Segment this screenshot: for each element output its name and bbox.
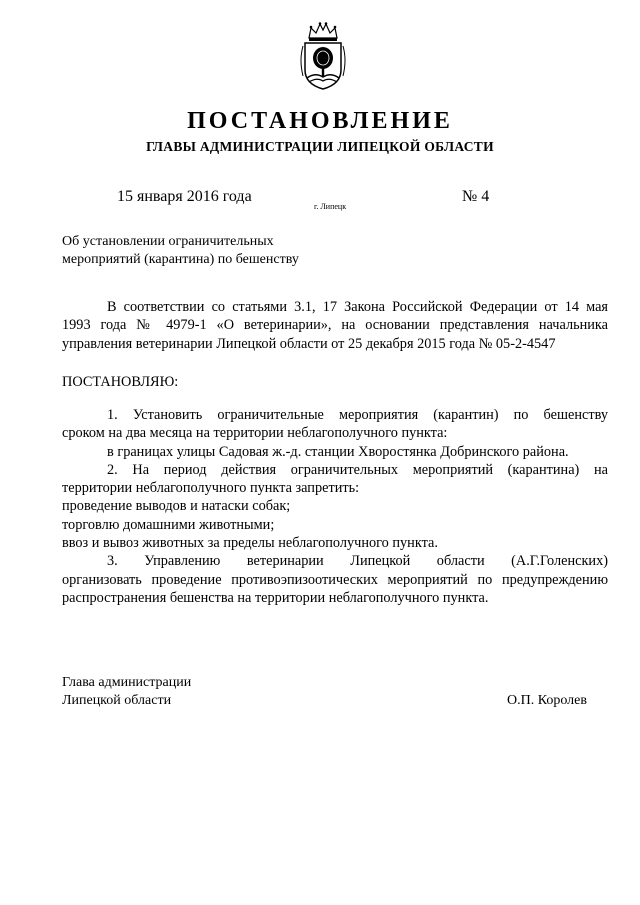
item-3-line: распространения бешенства на территории неблагополучного пункта. (62, 589, 489, 606)
item-3-line: организовать проведение противоэпизоотических мероприятий по предупреждению (62, 571, 608, 588)
item-1-line: сроком на два месяца на территории неблагополучного пункта: (62, 425, 448, 442)
coat-of-arms-icon (297, 20, 349, 92)
document-subject (62, 233, 382, 269)
document-date: 15 января 2016 года (117, 188, 252, 205)
subject-line: Об установлении ограничительных (62, 234, 274, 249)
document-subtitle: ГЛАВЫ АДМИНИСТРАЦИИ ЛИПЕЦКОЙ ОБЛАСТИ (146, 139, 494, 154)
item-1-line: в границах улицы Садовая ж.-д. станции Хворостянка Добринского района. (107, 443, 569, 460)
subject-line: мероприятий (карантина) по бешенству (62, 252, 299, 267)
item-1-line: 1. Установить ограничительные мероприятия (карантин) по бешенству (107, 407, 608, 423)
item-2-line: 2. На период действия ограничительных мероприятий (карантина) на (107, 461, 608, 478)
document-title: ПОСТАНОВЛЕНИЕ (187, 108, 453, 134)
preamble-line: В соответствии со статьями 3.1, 17 Закона Российской Федерации от 14 мая (107, 299, 608, 315)
signature-position-line: Липецкой области (62, 693, 172, 708)
decree-word: ПОСТАНОВЛЯЮ: (62, 374, 179, 390)
preamble-paragraph (62, 298, 608, 353)
signature-name: О.П. Королев (507, 693, 587, 708)
item-3-line: 3. Управлению ветеринарии Липецкой области (А.Г.Голенских) (107, 553, 608, 570)
item-2-line: территории неблагополучного пункта запретить: (62, 480, 360, 497)
item-2-line: проведение выводов и натаски собак; (62, 498, 291, 515)
decree-items (62, 406, 608, 607)
document-city: г. Липецк (314, 202, 347, 211)
document-number: № 4 (462, 188, 490, 205)
item-2-line: ввоз и вывоз животных за пределы неблагополучного пункта. (62, 535, 438, 552)
signature-position-line: Глава администрации (62, 675, 192, 690)
signature-position (62, 674, 191, 710)
item-2-line: торговлю домашними животными; (62, 516, 275, 533)
preamble-line: управления ветеринарии Липецкой области от 25 декабря 2015 года № 05-2-4547 (62, 335, 556, 352)
preamble-line: 1993 года № 4979-1 «О ветеринарии», на основании представления начальника (62, 317, 608, 334)
